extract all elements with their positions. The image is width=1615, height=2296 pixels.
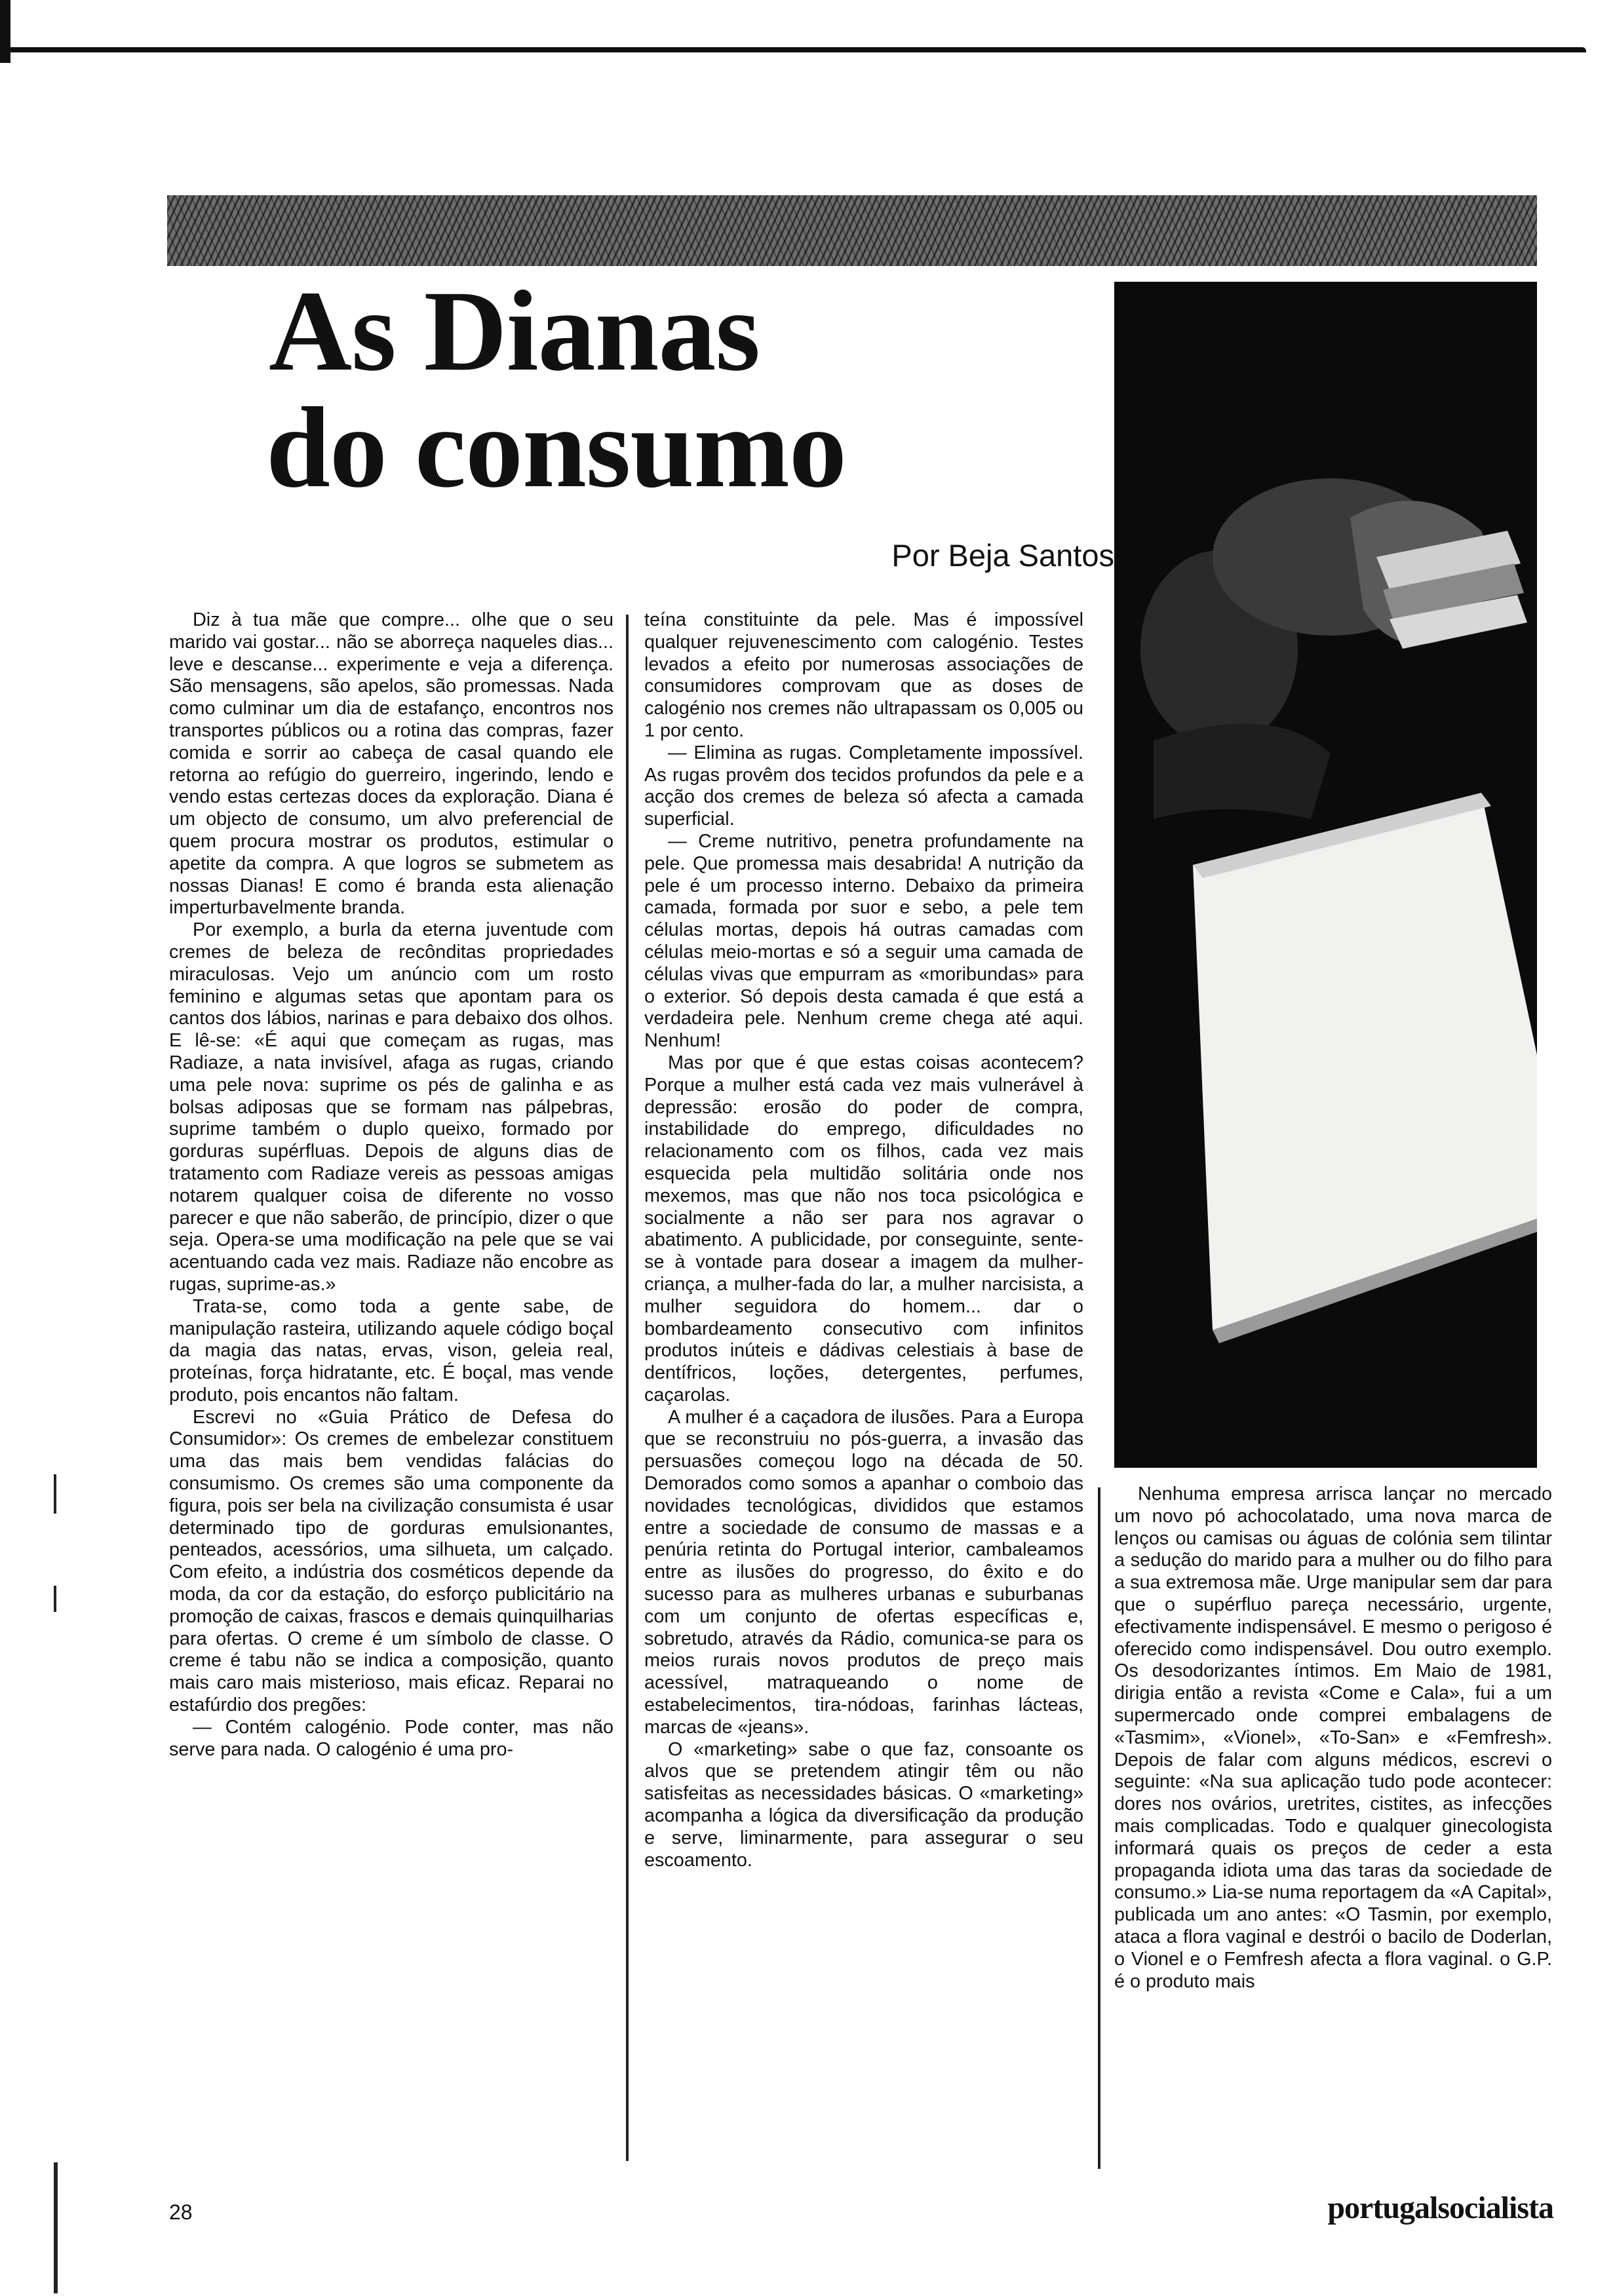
column-2-paragraph: — Elimina as rugas. Completamente impossível. As rugas provêm dos tecidos profundos da pele e a acção dos cremes de beleza só afecta a camada superficial. [644,742,1083,830]
column-rule-1 [626,615,629,2161]
column-1-paragraph: — Contém calogénio. Pode conter, mas não serve para nada. O calogénio é uma pro- [169,1716,613,1760]
column-1-paragraph: Diz à tua mãe que compre... olhe que o seu marido vai gostar... não se aborreça naqueles dias... leve e descanse... experimente e veja a diferença. São mensagens, são apelos, são promessas. Nada como culminar um dia de estafanço, encontros nos transportes públicos ou a rotina das compras, fazer comida e sorrir ao cabeça de casal quando ele retorna ao refúgio do guerreiro, ingerindo, lendo e vendo estas certezas doces da exploração. Diana é um objecto de consumo, um alvo preferencial de quem procura mostrar os produtos, estimular o apetite da compra. A que logros se submetem as nossas Dianas! E como é branda esta alienação imperturbavelmente branda. [169,609,613,919]
column-1-paragraph: Escrevi no «Guia Prático de Defesa do Consumidor»: Os cremes de embelezar constituem uma das mais bem vendidas falácias do consumismo. Os cremes são uma componente da figura, pois ser bela na civilização consumista é usar determinado tipo de gorduras emulsionantes, penteados, acessórios, uma silhueta, um calçado. Com efeito, a indústria dos cosméticos depende da moda, da cor da estação, do esforço publicitário na promoção de caixas, frascos e demais quinquilharias para ofertas. O creme é um símbolo de classe. O creme é tabu não se indica a composição, quanto mais caro mais misterioso, mais eficaz. Reparai no estafúrdio dos pregões: [169,1406,613,1716]
masthead-logo: portugalsocialista [1327,2191,1553,2225]
page-number: 28 [169,2200,193,2224]
headline-line-1: As Dianas [269,267,760,395]
article-photo [1114,282,1537,1468]
column-2-paragraph: — Creme nutritivo, penetra profundamente na pele. Que promessa mais desabrida! A nutrição da pele é um processo interno. Debaixo da primeira camada, formada por suor e sebo, a pele tem células mortas, depois há outras camadas com células meio-mortas e só a seguir uma camada de células vivas que empurram as «moribundas» para o exterior. Só depois desta camada é que está a verdadeira pele. Nenhum creme chega até aqui. Nenhum! [644,830,1083,1052]
column-1-paragraph: Trata-se, como toda a gente sabe, de manipulação rasteira, utilizando aquele código boçal da magia das natas, ervas, vison, geleia real, proteínas, força hidratante, etc. É boçal, mas vende produto, pois encantos não faltam. [169,1295,613,1406]
column-2-paragraph: teína constituinte da pele. Mas é impossível qualquer rejuvenescimento com calogénio. Testes levados a efeito por numerosas associações de consumidores comprovam que as doses de calogénio nos cremes não ultrapassam os 0,005 ou 1 por cento. [644,609,1083,741]
margin-mark [54,2162,58,2293]
headline [266,267,1055,512]
column-rule-2 [1098,1487,1100,2169]
headline-line-2: do consumo [266,384,846,512]
margin-mark [54,1474,56,1514]
article-column-3 [1114,1483,1552,2172]
column-2-paragraph: Mas por que é que estas coisas acontecem? Porque a mulher está cada vez mais vulnerável à depressão: erosão do poder de compra, instabilidade do emprego, dificuldades no relacionamento com os filhos, cada vez mais esquecida pela multidão solitária onde nos mexemos, mas que não nos toca psicológica e socialmente a não ser para nos agravar o abatimento. A publicidade, por conseguinte, sente-se à vontade para dosear a imagem da mulher-criança, a mulher-fada do lar, a mulher narcisista, a mulher seguidora do homem... dar o bombardeamento consecutivo com infinitos produtos inúteis e dádivas celestiais à base de dentífricos, loções, detergentes, perfumes, caçarolas. [644,1052,1083,1406]
article-column-1 [169,609,613,2169]
column-1-paragraph: Por exemplo, a burla da eterna juventude com cremes de beleza de recônditas propriedades miraculosas. Vejo um anúncio com um rosto feminino e algumas setas que apontam para os cantos dos lábios, narinas e para debaixo dos olhos. E lê-se: «É aqui que começam as rugas, mas Radiaze, a nata invisível, afaga as rugas, criando uma pele nova: suprime os pés de galinha e as bolsas adiposas que se formam nas pálpebras, suprime também o duplo queixo, formado por gorduras supérfluas. Depois de alguns dias de tratamento com Radiaze vereis as pessoas amigas notarem qualquer coisa de diferente no vosso parecer e que não saberão, de princípio, dizer o que seja. Opera-se uma modificação na pele que se vai acentuando cada vez mais. Radiaze não encobre as rugas, suprime-as.» [169,919,613,1295]
column-2-paragraph: O «marketing» sabe o que faz, consoante os alvos que se pretendem atingir têm ou não satisfeitas as necessidades básicas. O «marketing» acompanha a lógica da diversificação da produção e serve, liminarmente, para assegurar o seu escoamento. [644,1738,1083,1871]
column-3-paragraph: Nenhuma empresa arrisca lançar no mercado um novo pó achocolatado, uma nova marca de lenços ou camisas ou águas de colónia sem tilintar a sedução do marido para a mulher ou do filho para a sua extremosa mãe. Urge manipular sem dar para que o supérfluo pareça necessário, urgente, efectivamente indispensável. E mesmo o perigoso é oferecido como indispensável. Dou outro exemplo. Os desodorizantes íntimos. Em Maio de 1981, dirigia então a revista «Come e Cala», fui a um supermercado onde comprei embalagens de «Tasmim», «Vionel», «To-San» e «Femfresh». Depois de falar com alguns médicos, escrevi o seguinte: «Na sua aplicação tudo pode acontecer: dores nos ovários, uretrites, cistites, as infecções mais complicadas. Todo e qualquer ginecologista informará quais os preços de ceder a esta propaganda idiota uma das taras da sociedade de consumo.» Lia-se numa reportagem da «A Capital», publicada um ano antes: «O Tasmin, por exemplo, ataca a flora vaginal e destrói o bacilo de Doderlan, o Vionel e o Femfresh afecta a flora vaginal. o G.P. é o produto mais [1114,1483,1552,1992]
article-column-2 [644,609,1083,2169]
margin-mark [54,1586,56,1612]
column-2-paragraph: A mulher é a caçadora de ilusões. Para a Europa que se reconstruiu no pós-guerra, a invasão das persuasões começou logo na década de 50. Demorados como somos a apanhar o comboio das novidades tecnológicas, divididos que estamos entre a sociedade de consumo de massas e a penúria retinta do Portugal interior, cambaleamos entre as ilusões do progresso, do êxito e do sucesso para as mulheres urbanas e suburbanas com um conjunto de ofertas específicas e, sobretudo, através da Rádio, comunica-se para os meios rurais novos produtos de preço mais acessível, matraqueando o nome de estabelecimentos, tira-nódoas, farinhas lácteas, marcas de «jeans». [644,1406,1083,1738]
halftone-header-band [167,195,1537,266]
top-rule [0,47,1586,56]
byline: Por Beja Santos [891,538,1114,573]
